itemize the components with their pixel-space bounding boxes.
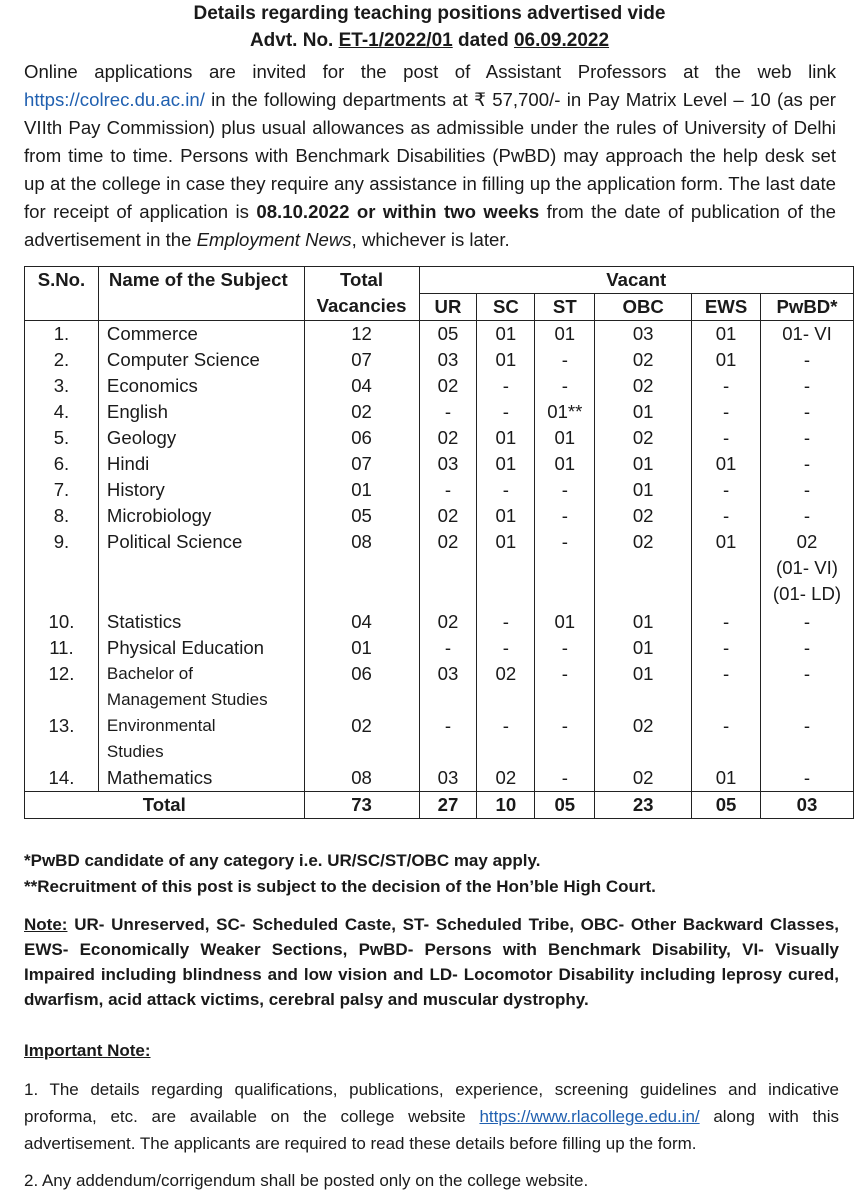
cell-st: - <box>535 765 595 792</box>
total-total: 73 <box>304 792 419 819</box>
header-sc: SC <box>477 294 535 321</box>
table-row <box>25 635 854 661</box>
cell-ews: 01 <box>692 765 761 792</box>
cell-st: 01** <box>535 399 595 425</box>
newspaper-name: Employment News <box>196 229 352 250</box>
cell-pwbd: - <box>761 635 854 661</box>
cell-total: 06 <box>304 661 419 713</box>
cell-subject: Statistics <box>98 609 304 635</box>
heading <box>0 0 859 54</box>
table-row <box>25 373 854 399</box>
heading-line2 <box>0 27 859 54</box>
cell-st: 01 <box>535 609 595 635</box>
cell-obc: 02 <box>595 765 692 792</box>
table-row <box>25 451 854 477</box>
cell-ews: - <box>692 477 761 503</box>
cell-pwbd: - <box>761 609 854 635</box>
cell-sc: 02 <box>477 661 535 713</box>
cell-pwbd: - <box>761 425 854 451</box>
cell-subject: Political Science <box>98 529 304 609</box>
cell-pwbd: 01- VI <box>761 321 854 348</box>
total-label: Total <box>25 792 305 819</box>
intro-text-4: , whichever is later. <box>351 229 510 250</box>
cell-obc: 01 <box>595 661 692 713</box>
cell-ews: 01 <box>692 529 761 609</box>
cell-obc: 01 <box>595 609 692 635</box>
cell-sc: 01 <box>477 425 535 451</box>
cell-subject: Mathematics <box>98 765 304 792</box>
advt-date: 06.09.2022 <box>513 30 610 51</box>
cell-sc: - <box>477 635 535 661</box>
cell-ur: - <box>419 635 477 661</box>
cell-ews: - <box>692 503 761 529</box>
cell-total: 02 <box>304 713 419 765</box>
cell-subject: Commerce <box>98 321 304 348</box>
cell-obc: 02 <box>595 713 692 765</box>
table-row <box>25 477 854 503</box>
table-row <box>25 399 854 425</box>
header-total: Total Vacancies <box>304 267 419 321</box>
header-ews: EWS <box>692 294 761 321</box>
cell-ews: - <box>692 635 761 661</box>
cell-ews: - <box>692 399 761 425</box>
cell-pwbd: - <box>761 451 854 477</box>
cell-sc: 01 <box>477 321 535 348</box>
cell-obc: 01 <box>595 451 692 477</box>
cell-sno: 8. <box>25 503 99 529</box>
cell-ews: - <box>692 373 761 399</box>
cell-ews: - <box>692 609 761 635</box>
cell-subject: History <box>98 477 304 503</box>
cell-sc: 01 <box>477 347 535 373</box>
cell-obc: 02 <box>595 529 692 609</box>
total-ews: 05 <box>692 792 761 819</box>
cell-subject: Bachelor of Management Studies <box>98 661 304 713</box>
cell-sno: 7. <box>25 477 99 503</box>
cell-ur: 02 <box>419 503 477 529</box>
cell-total: 04 <box>304 373 419 399</box>
important-item-2: 2. Any addendum/corrigendum shall be posted only on the college website. <box>24 1171 589 1190</box>
cell-st: 01 <box>535 321 595 348</box>
header-ur: UR <box>419 294 477 321</box>
header-sno: S.No. <box>25 267 99 321</box>
cell-total: 08 <box>304 765 419 792</box>
cell-total: 06 <box>304 425 419 451</box>
cell-pwbd: - <box>761 713 854 765</box>
cell-sno: 1. <box>25 321 99 348</box>
cell-total: 07 <box>304 451 419 477</box>
cell-st: - <box>535 477 595 503</box>
vacancy-table <box>24 266 854 819</box>
total-st: 05 <box>535 792 595 819</box>
intro-text-1: Online applications are invited for the post of Assistant Professors at the web link <box>24 61 836 82</box>
cell-total: 04 <box>304 609 419 635</box>
cell-ur: 02 <box>419 425 477 451</box>
heading-line1: Details regarding teaching positions advertised vide <box>193 3 666 24</box>
cell-subject: Geology <box>98 425 304 451</box>
cell-obc: 02 <box>595 425 692 451</box>
cell-ur: 02 <box>419 373 477 399</box>
cell-sno: 2. <box>25 347 99 373</box>
table-row <box>25 425 854 451</box>
cell-pwbd: - <box>761 477 854 503</box>
cell-total: 01 <box>304 477 419 503</box>
cell-sno: 3. <box>25 373 99 399</box>
table-row <box>25 321 854 348</box>
cell-sc: 01 <box>477 503 535 529</box>
advt-prefix: Advt. No. <box>249 30 339 51</box>
note-paragraph <box>24 912 839 1012</box>
advt-dated: dated <box>452 30 514 51</box>
cell-ur: 03 <box>419 765 477 792</box>
cell-obc: 03 <box>595 321 692 348</box>
cell-ur: - <box>419 399 477 425</box>
intro-text-2: in the following departments at ₹ 57,700/- in Pay Matrix Level – 10 (as per VIIth Pay Commission) plus usual allowances as admissible under the rules of University of Delhi from time to time. Persons with Benchmark Disabilities (PwBD) may approach the help desk set up at the college in case they require any assistance in filling up the application form. The last date for receipt of application is <box>24 89 836 222</box>
total-pwbd: 03 <box>761 792 854 819</box>
cell-sno: 11. <box>25 635 99 661</box>
cell-st: 01 <box>535 425 595 451</box>
cell-ur: 02 <box>419 529 477 609</box>
cell-sc: - <box>477 399 535 425</box>
cell-sc: 01 <box>477 451 535 477</box>
note-text: UR- Unreserved, SC- Scheduled Caste, ST- Scheduled Tribe, OBC- Other Backward Classes, EWS- Economically Weaker Sections, PwBD- Persons with Benchmark Disability, VI- Visually Impaired including blindness and low vision and LD- Locomotor Disability including leprosy cured, dwarfism, acid attack victims, cerebral palsy and muscular dystrophy. <box>24 915 839 1009</box>
cell-ews: - <box>692 425 761 451</box>
cell-subject: English <box>98 399 304 425</box>
rlacollege-link[interactable]: https://www.rlacollege.edu.in/ <box>479 1107 700 1126</box>
header-vacant: Vacant <box>419 267 853 294</box>
table-row <box>25 765 854 792</box>
cell-sno: 9. <box>25 529 99 609</box>
cell-subject: Economics <box>98 373 304 399</box>
cell-sc: - <box>477 609 535 635</box>
cell-sno: 6. <box>25 451 99 477</box>
deadline: 08.10.2022 or within two weeks <box>256 201 540 222</box>
cell-ews: 01 <box>692 321 761 348</box>
total-obc: 23 <box>595 792 692 819</box>
cell-sc: - <box>477 477 535 503</box>
cell-subject: Environmental Studies <box>98 713 304 765</box>
cell-total: 08 <box>304 529 419 609</box>
total-ur: 27 <box>419 792 477 819</box>
cell-sc: - <box>477 713 535 765</box>
colrec-link[interactable]: https://colrec.du.ac.in/ <box>24 89 205 110</box>
cell-ur: - <box>419 713 477 765</box>
important-item-1: 1. The details regarding qualifications, publications, experience, screening guidelines and indicative proforma, etc. are available on the college website https://www.rlacollege.edu.in/ along with this advertisement. The applicants are required to read these details before filling up the form. <box>24 1080 839 1153</box>
important-note-label: Important Note: <box>24 1041 151 1060</box>
cell-ur: 03 <box>419 347 477 373</box>
header-subject: Name of the Subject <box>98 267 304 321</box>
cell-sno: 13. <box>25 713 99 765</box>
cell-pwbd: - <box>761 503 854 529</box>
cell-st: 01 <box>535 451 595 477</box>
cell-subject: Computer Science <box>98 347 304 373</box>
cell-ews: 01 <box>692 451 761 477</box>
cell-pwbd: - <box>761 765 854 792</box>
cell-ews: 01 <box>692 347 761 373</box>
cell-obc: 02 <box>595 503 692 529</box>
cell-st: - <box>535 635 595 661</box>
cell-st: - <box>535 713 595 765</box>
cell-ews: - <box>692 661 761 713</box>
total-row <box>25 792 854 819</box>
cell-total: 07 <box>304 347 419 373</box>
intro-paragraph <box>24 58 836 254</box>
cell-total: 05 <box>304 503 419 529</box>
table-row <box>25 529 854 609</box>
cell-st: - <box>535 529 595 609</box>
cell-total: 01 <box>304 635 419 661</box>
cell-sno: 4. <box>25 399 99 425</box>
cell-sno: 14. <box>25 765 99 792</box>
cell-sc: 01 <box>477 529 535 609</box>
intro-text-3: from the date of publication of the advertisement in the <box>24 201 836 250</box>
cell-pwbd: - <box>761 399 854 425</box>
cell-ews: - <box>692 713 761 765</box>
cell-pwbd: - <box>761 661 854 713</box>
cell-obc: 02 <box>595 347 692 373</box>
cell-sc: - <box>477 373 535 399</box>
cell-pwbd: - <box>761 347 854 373</box>
cell-obc: 01 <box>595 477 692 503</box>
table-row <box>25 609 854 635</box>
cell-ur: - <box>419 477 477 503</box>
footnote-court: **Recruitment of this post is subject to the decision of the Hon’ble High Court. <box>24 877 656 896</box>
header-pwbd: PwBD* <box>761 294 854 321</box>
note-label: Note: <box>24 915 68 934</box>
cell-sno: 12. <box>25 661 99 713</box>
header-st: ST <box>535 294 595 321</box>
cell-st: - <box>535 347 595 373</box>
cell-pwbd: 02 (01- VI) (01- LD) <box>761 529 854 609</box>
footnote-pwbd: *PwBD candidate of any category i.e. UR/SC/ST/OBC may apply. <box>24 851 541 870</box>
cell-total: 02 <box>304 399 419 425</box>
table-row <box>25 661 854 713</box>
cell-subject: Microbiology <box>98 503 304 529</box>
cell-subject: Hindi <box>98 451 304 477</box>
header-obc: OBC <box>595 294 692 321</box>
table-row <box>25 347 854 373</box>
cell-st: - <box>535 373 595 399</box>
cell-sno: 5. <box>25 425 99 451</box>
table-row <box>25 503 854 529</box>
cell-sc: 02 <box>477 765 535 792</box>
total-sc: 10 <box>477 792 535 819</box>
cell-st: - <box>535 503 595 529</box>
cell-ur: 02 <box>419 609 477 635</box>
cell-subject: Physical Education <box>98 635 304 661</box>
cell-sno: 10. <box>25 609 99 635</box>
cell-obc: 02 <box>595 373 692 399</box>
cell-pwbd: - <box>761 373 854 399</box>
cell-obc: 01 <box>595 399 692 425</box>
cell-obc: 01 <box>595 635 692 661</box>
advt-number: ET-1/2022/01 <box>338 30 453 51</box>
cell-ur: 03 <box>419 451 477 477</box>
cell-ur: 05 <box>419 321 477 348</box>
cell-st: - <box>535 661 595 713</box>
table-row <box>25 713 854 765</box>
cell-total: 12 <box>304 321 419 348</box>
cell-ur: 03 <box>419 661 477 713</box>
